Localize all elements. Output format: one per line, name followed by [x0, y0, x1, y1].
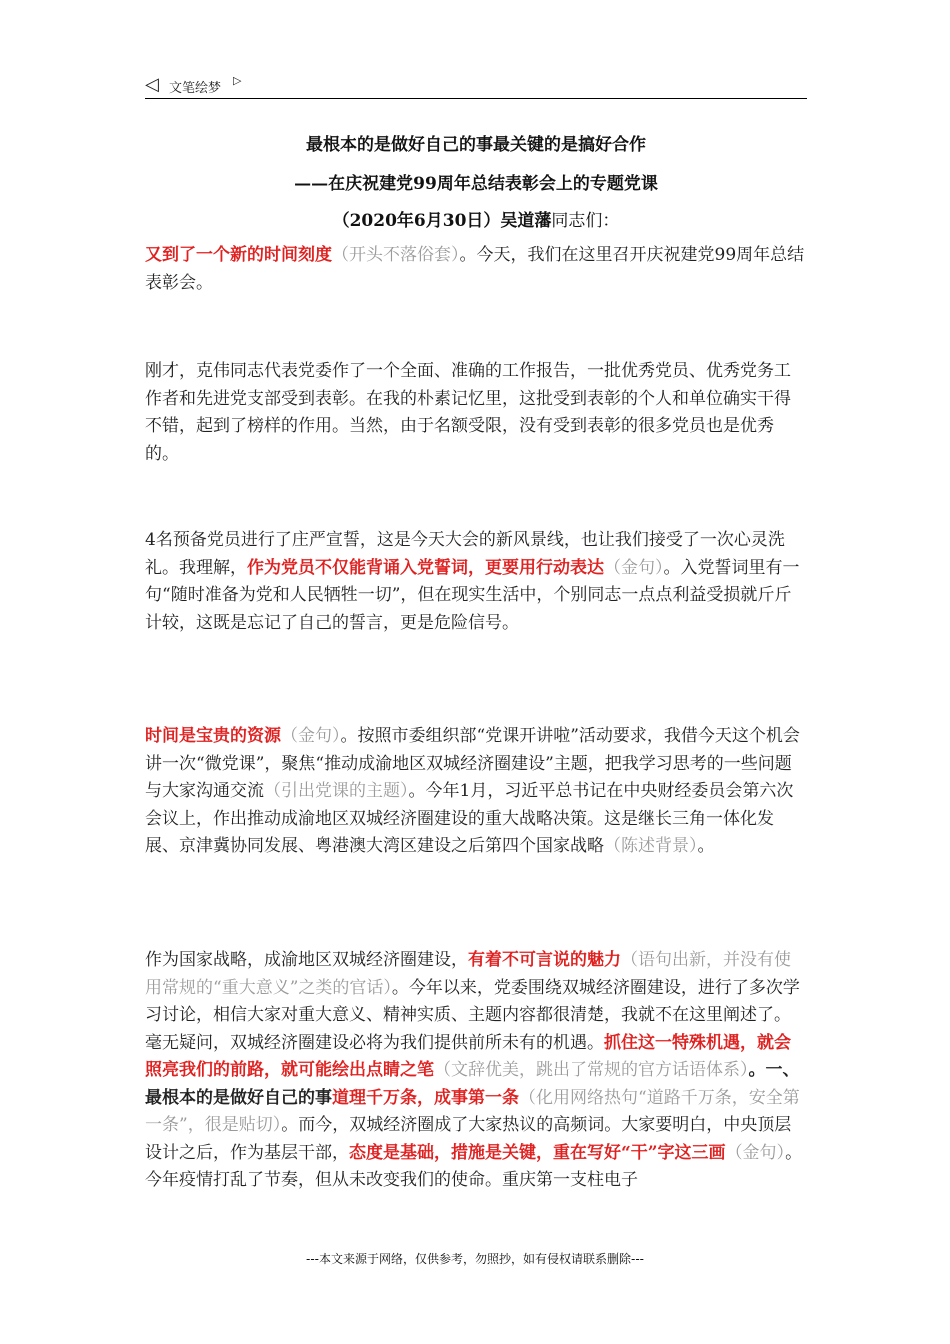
annotation-text: （金句） — [281, 726, 341, 746]
document-title: 最根本的是做好自己的事最关键的是搞好合作 — [306, 135, 646, 155]
paragraph-4 — [145, 723, 807, 861]
highlight-text: 道理千万条，成事第一条 — [332, 1087, 519, 1108]
date-author: （2020年6月30日）吴道藩 — [332, 211, 552, 231]
body-text: 作为国家战略，成渝地区双城经济圈建设， — [145, 950, 468, 970]
highlight-text: 抓住这一特殊机遇，就会照亮我们的前路，就可能绘出点睛之笔 — [145, 1032, 791, 1080]
body-text: 。今天，我们在这里召开庆祝建党99周年总结表彰会。 — [145, 245, 805, 293]
paragraph-1 — [145, 242, 807, 297]
body-text: 。今年疫情打乱了节奏，但从未改变我们的使命。重庆第一支柱电子 — [145, 1142, 803, 1190]
annotation-text: （文辞优美，跳出了常规的官方话语体系） — [434, 1060, 749, 1080]
body-text: 。今年以来，党委围绕双城经济圈建设，进行了多次学习讨论，相信大家对重大意义、精神实质、主题内容都很清楚，我就不在这里阐述了。毫无疑问，双城经济圈建设必将为我们提供前所未有的机遇。 — [145, 977, 800, 1053]
annotation-text: （金句） — [604, 557, 664, 578]
body-text: 4名预备党员进行了庄严宣誓，这是今天大会的新风景线，也让我们接受了一次心灵洗礼。我理解， — [145, 530, 785, 578]
annotation-text: （引出党课的主题） — [264, 781, 409, 801]
annotation-text: （陈述背景） — [604, 836, 698, 856]
highlight-text: 态度是基础，措施是关键，重在写好“干”字这三画 — [349, 1142, 726, 1163]
highlight-text: 又到了一个新的时间刻度 — [145, 245, 332, 265]
paragraph-2 — [145, 358, 807, 468]
triangle-right-icon: ▷ — [233, 74, 242, 87]
highlight-text: 有着不可言说的魅力 — [468, 950, 621, 970]
document-date-author — [145, 206, 807, 231]
highlight-text: 时间是宝贵的资源 — [145, 726, 281, 746]
body-text: 。 — [697, 836, 715, 856]
annotation-text: （开头不落俗套） — [332, 245, 460, 265]
document-subtitle: ——在庆祝建党99周年总结表彰会上的专题党课 — [294, 174, 658, 194]
body-text: 。而今，双城经济圈成了大家热议的高频词。大家要明白，中央顶层设计之后，作为基层干部， — [145, 1115, 792, 1163]
salutation: 同志们： — [551, 211, 620, 231]
annotation-text: （金句） — [725, 1142, 786, 1163]
highlight-text: 作为党员不仅能背诵入党誓词，更要用行动表达 — [247, 557, 604, 578]
brand-name: 文笔绘梦 — [169, 81, 222, 96]
body-text: 。入党誓词里有一句“随时准备为党和人民牺牲一切”，但在现实生活中，个别同志一点点利益受损就斤斤计较，这既是忘记了自己的誓言，更是危险信号。 — [145, 557, 800, 633]
disclaimer-footer: ---本文来源于网络，仅供参考，勿照抄，如有侵权请联系删除--- — [306, 1252, 644, 1266]
section-heading: 。一、最根本的是做好自己的事 — [145, 1060, 800, 1108]
body-text: 。今年1月，习近平总书记在中央财经委员会第六次会议上，作出推动成渝地区双城经济圈建设的重大战略决策。这是继长三角一体化发展、京津冀协同发展、粤港澳大湾区建设之后第四个国家战略 — [145, 781, 794, 856]
body-text: 刚才，克伟同志代表党委作了一个全面、准确的工作报告，一批优秀党员、优秀党务工作者和先进党支部受到表彰。在我的朴素记忆里，这批受到表彰的个人和单位确实干得不错，起到了榜样的作用。当然，由于名额受限，没有受到表彰的很多党员也是优秀的。 — [145, 361, 791, 464]
page-header — [145, 72, 807, 99]
body-text: 。按照市委组织部“党课开讲啦”活动要求，我借今天这个机会讲一次“微党课”，聚焦“推动成渝地区双城经济圈建设”主题，把我学习思考的一些问题与大家沟通交流 — [145, 726, 800, 801]
annotation-text: （语句出新，并没有使用常规的“重大意义”之类的官话） — [145, 950, 791, 998]
paragraph-5 — [145, 947, 807, 1195]
triangle-left-icon: ◁ — [145, 74, 159, 95]
paragraph-3 — [145, 527, 807, 637]
annotation-text: （化用网络热句“道路千万条，安全第一条”，很是贴切） — [145, 1087, 800, 1135]
